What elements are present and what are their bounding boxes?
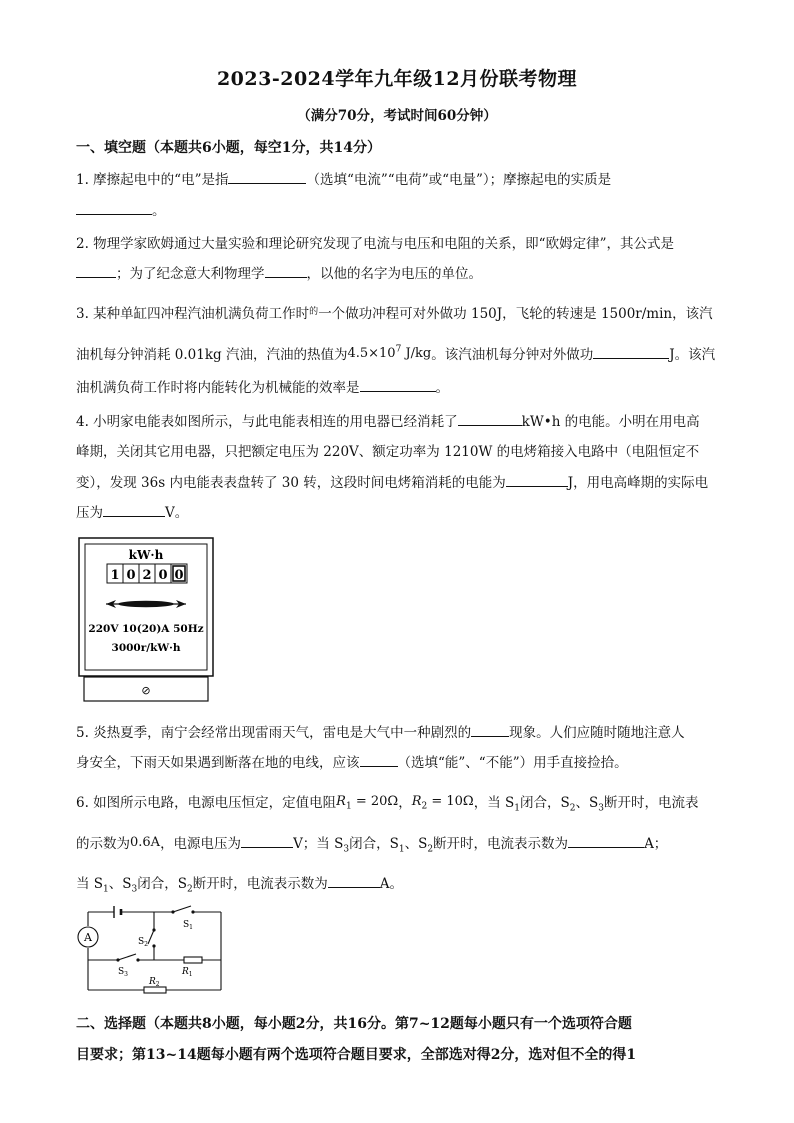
q3-text-f: 油机满负荷工作时将内能转化为机械能的效率是 — [76, 380, 360, 396]
meter-spec-label: 220V 10(20)A 50Hz — [88, 623, 204, 635]
q4-text-d: 变），发现 36s 内电能表表盘转了 30 转，这段时间电烤箱消耗的电能为 — [76, 475, 506, 491]
q4-text-b: kW•h 的电能。小明在用电高 — [521, 414, 700, 430]
section-2-heading-line-2: 目要求；第13~14题每小题有两个选项符合题目要求，全部选对得2分，选对但不全的得1 — [76, 1047, 637, 1063]
q1-text-b: （选填“电流”“电荷”或“电量”）；摩擦起电的实质是 — [306, 172, 612, 188]
switch-s1-icon — [171, 906, 194, 931]
q2-blank-2[interactable] — [265, 264, 307, 278]
meter-digit: 2 — [142, 568, 152, 583]
q1-text-c: 。 — [152, 203, 166, 219]
q5-text-d: （选填“能”、“不能”）用手直接捡拾。 — [397, 755, 628, 771]
q5-text-a: 5. 炎热夏季，南宁会经常出现雷雨天气，雷电是大气中一种剧烈的 — [76, 725, 472, 741]
q4-text-c: 峰期，关闭其它用电器，只把额定电压为 220V、额定功率为 1210W 的电烤箱接入电路中（电阻恒定不 — [76, 444, 700, 460]
q6-blank-3[interactable] — [328, 874, 380, 888]
q5-text-b: 现象。人们应随时随地注意人 — [509, 725, 685, 741]
q3-text-e: J。该汽 — [669, 347, 716, 363]
q5-blank-2[interactable] — [360, 753, 398, 767]
q1-text-a: 1. 摩擦起电中的“电”是指 — [76, 172, 229, 188]
question-3-line-2 — [76, 343, 715, 363]
disc-icon — [118, 601, 174, 607]
q3-text-c: 油机每分钟消耗 0.01kg 汽油，汽油的热值为 — [76, 347, 348, 363]
question-3-line-3 — [76, 376, 449, 396]
meter-digit-display — [107, 564, 187, 583]
q6-blank-2[interactable] — [568, 834, 644, 848]
q6-separator: ， — [398, 795, 412, 811]
q4-blank-3[interactable] — [103, 503, 165, 517]
q3-text-d: 。该汽油机每分钟对外做功 — [431, 347, 594, 363]
meter-unit-label: kW·h — [128, 548, 164, 562]
question-6-line-2: 的示数为0.6A，电源电压为 V；当 $S_3$闭合，$S_1$、$S_2$断开时，电流表示数为 A； — [76, 835, 668, 855]
ammeter-label: A — [84, 931, 92, 944]
q2-text-a: 2. 物理学家欧姆通过大量实验和理论研究发现了电流与电压和电阻的关系，即“欧姆定律”，其公式是 — [76, 236, 674, 252]
switch-s1-label: $S_1$ — [183, 920, 193, 931]
q2-text-c: ，以他的名字为电压的单位。 — [306, 266, 482, 282]
question-1-line-2 — [76, 199, 166, 219]
question-4-line-2 — [76, 440, 699, 460]
q3-text-g: 。 — [435, 380, 449, 396]
q3-blank-1[interactable] — [593, 345, 669, 359]
resistor-r1-icon — [181, 957, 202, 978]
battery-icon — [114, 906, 121, 918]
heat-value — [347, 346, 431, 361]
energy-meter-figure — [78, 537, 214, 703]
q4-blank-2[interactable] — [506, 473, 568, 487]
question-4-line-1 — [76, 410, 700, 430]
q6-blank-1[interactable] — [241, 834, 293, 848]
q4-text-g: V。 — [165, 505, 189, 521]
switch-s2-label: $S_2$ — [138, 937, 148, 948]
switch-s3-icon — [116, 954, 139, 978]
resistor-r2-label: $R_2$ — [149, 977, 160, 988]
meter-revolution-label: 3000r/kW·h — [111, 642, 181, 654]
q6-r1-formula: $R_1 = 20\Omega$ — [336, 794, 399, 812]
question-4-line-3 — [76, 471, 708, 491]
circuit-diagram — [76, 902, 226, 998]
heat-value-base: 4.5×10 — [347, 346, 396, 361]
q2-text-b: ；为了纪念意大利物理学 — [116, 266, 265, 282]
q6-current-value: 0.6A — [130, 835, 161, 850]
question-4-line-4 — [76, 501, 188, 521]
question-6-line-1: 6. 如图所示电路，电源电压恒定，定值电阻$R_1 = 20\Omega$，$R_2 = 10\Omega$，当 $S_1$闭合，$S_2$、$S_3$断开时，电流表 — [76, 794, 699, 814]
q4-text-e: J，用电高峰期的实际电 — [567, 475, 709, 491]
q5-blank-1[interactable] — [471, 723, 509, 737]
switch-s2-icon — [138, 928, 156, 948]
question-2-line-1 — [76, 232, 674, 252]
question-5-line-1 — [76, 721, 685, 741]
question-2-line-2 — [76, 262, 482, 282]
meter-digit: 1 — [110, 568, 120, 583]
q1-blank-1[interactable] — [228, 170, 306, 184]
q6-text-a: 6. 如图所示电路，电源电压恒定，定值电阻 — [76, 795, 337, 811]
heat-value-exp: 7 — [395, 344, 402, 355]
section-1-heading: 一、填空题（本题共6小题，每空1分，共14分） — [76, 140, 381, 156]
q3-blank-2[interactable] — [360, 378, 436, 392]
heat-value-unit: J/kg — [401, 346, 432, 361]
meter-digit: 0 — [174, 568, 184, 583]
question-6-line-3: 当 $S_1$、$S_3$闭合，$S_2$断开时，电流表示数为 A。 — [76, 876, 403, 895]
q4-text-f: 压为 — [76, 505, 103, 521]
resistor-r1-label: $R_1$ — [182, 967, 193, 978]
q1-blank-2[interactable] — [76, 201, 152, 215]
q3-tiny-char: 的 — [309, 307, 319, 317]
q4-text-a: 4. 小明家电能表如图所示，与此电能表相连的用电器已经消耗了 — [76, 414, 458, 430]
resistor-r2-icon — [144, 977, 166, 993]
question-5-line-2 — [76, 751, 628, 771]
q6-r2-formula: $R_2 = 10\Omega$ — [411, 794, 474, 812]
section-2-heading-line-1: 二、选择题（本题共8小题，每小题2分，共16分。第7~12题每小题只有一个选项符合题 — [76, 1016, 632, 1032]
q3-text-a: 3. 某种单缸四冲程汽油机满负荷工作时 — [76, 306, 310, 322]
switch-s3-label: $S_3$ — [118, 967, 128, 978]
q4-blank-1[interactable] — [458, 412, 522, 426]
ammeter-icon — [78, 927, 98, 947]
q2-blank-1[interactable] — [76, 264, 116, 278]
q5-text-c: 身安全，下雨天如果遇到断落在地的电线，应该 — [76, 755, 360, 771]
page-title: 2023-2024学年九年级12月份联考物理 — [216, 68, 578, 90]
question-1-line-1 — [76, 168, 611, 188]
meter-digit: 0 — [126, 568, 136, 583]
page-subtitle: （满分70分，考试时间60分钟） — [297, 108, 497, 124]
question-3-line-1 — [76, 302, 713, 322]
q3-text-b: 一个做功冲程可对外做功 150J，飞轮的转速是 1500r/min，该汽 — [318, 306, 713, 322]
meter-symbol-icon: ⊘ — [141, 684, 151, 697]
meter-digit: 0 — [158, 568, 168, 583]
